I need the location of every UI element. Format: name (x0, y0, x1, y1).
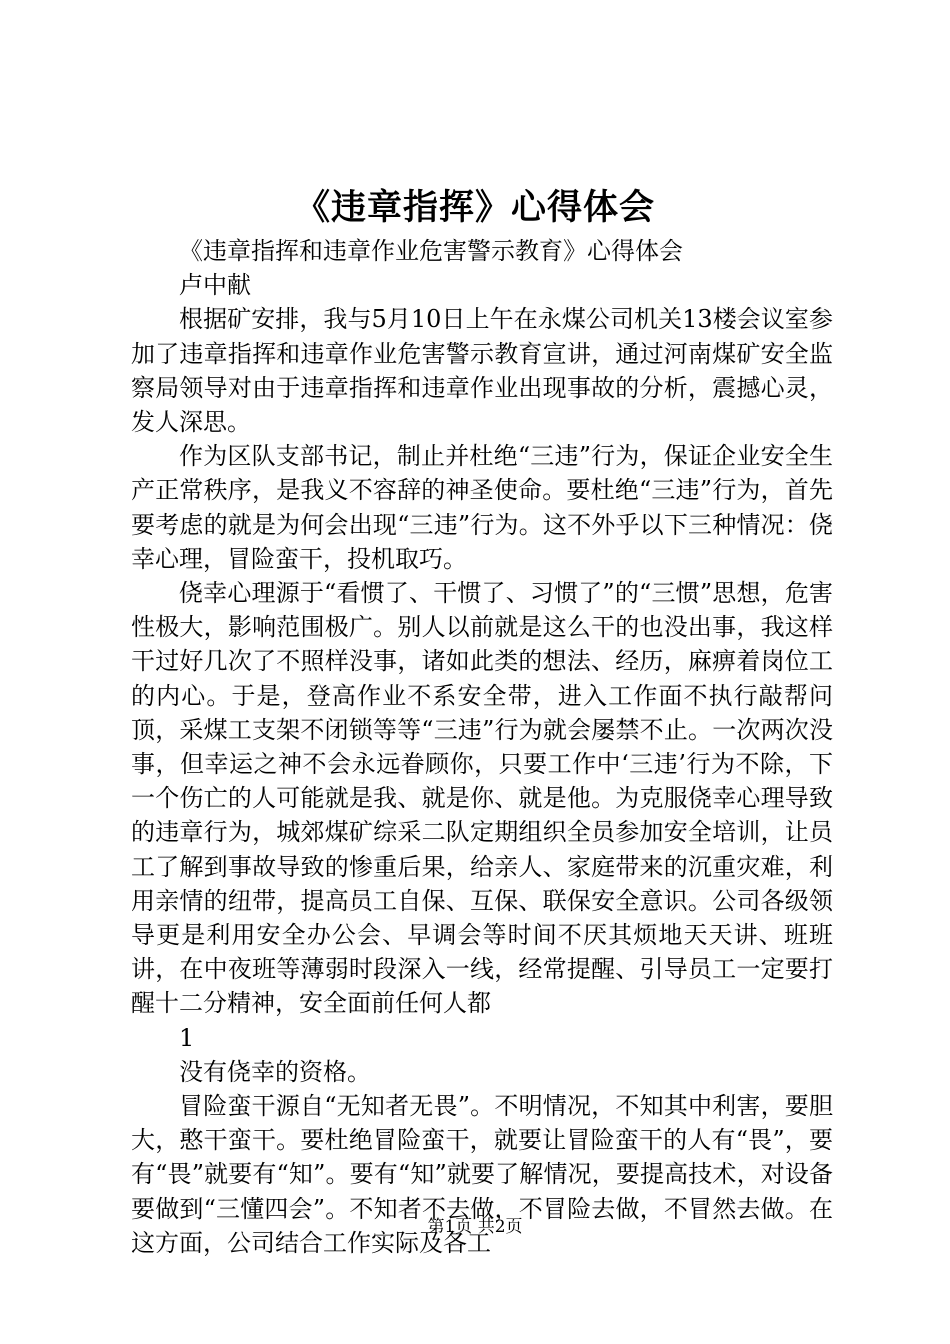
paragraph: 侥幸心理源于“看惯了、干惯了、习惯了”的“三惯”思想，危害性极大，影响范围极广。别人以前就是这么干的也没出事，我这样干过好几次了不照样没事，诸如此类的想法、经历，麻痹着岗位工的内心。于是，登高作业不系安全带，进入工作面不执行敲帮问顶，采煤工支架不闭锁等等“三违”行为就会屡禁不止。一次两次没事，但幸运之神不会永远眷顾你，只要工作中‘三违’行为不除，下一个伤亡的人可能就是我、就是你、就是他。为克服侥幸心理导致的违章行为，城郊煤矿综采二队定期组织全员参加安全培训，让员工了解到事故导致的惨重后果，给亲人、家庭带来的沉重灾难，利用亲情的纽带，提高员工自保、互保、联保安全意识。公司各级领导更是利用安全办公会、早调会等时间不厌其烦地天天讲、班班讲，在中夜班等薄弱时段深入一线，经常提醒、引导员工一定要打醒十二分精神，安全面前任何人都 (131, 579, 833, 1018)
paragraph: 作为区队支部书记，制止并杜绝“三违”行为，保证企业安全生产正常秩序，是我义不容辞的神圣使命。要杜绝“三违”行为，首先要考虑的就是为何会出现“三违”行为。这不外乎以下三种情况：侥幸心理，冒险蛮干，投机取巧。 (131, 442, 833, 573)
document-body (131, 234, 833, 1260)
paragraph: 根据矿安排，我与5月10日上午在永煤公司机关13楼会议室参加了违章指挥和违章作业危害警示教育宣讲，通过河南煤矿安全监察局领导对由于违章指挥和违章作业出现事故的分析，震撼心灵，发人深思。 (131, 305, 833, 437)
page-footer: 第1页 共2页 (427, 1217, 523, 1237)
paragraph-continuation: 没有侥幸的资格。 (179, 1057, 371, 1086)
author-name: 卢中献 (179, 271, 251, 300)
inline-page-number: 1 (179, 1023, 195, 1052)
paragraph: 冒险蛮干源自“无知者无畏”。不明情况，不知其中利害，要胆大，憨干蛮干。要杜绝冒险蛮干，就要让冒险蛮干的人有“畏”，要有“畏”就要有“知”。要有“知”就要了解情况，要提高技术，对设备要做到“三懂四会”。不知者不去做，不冒险去做，不冒然去做。在这方面，公司结合工作实际及各工 (131, 1092, 833, 1257)
subtitle: 《违章指挥和违章作业危害警示教育》心得体会 (179, 237, 683, 265)
page-title: 《违章指挥》心得体会 (294, 187, 655, 228)
